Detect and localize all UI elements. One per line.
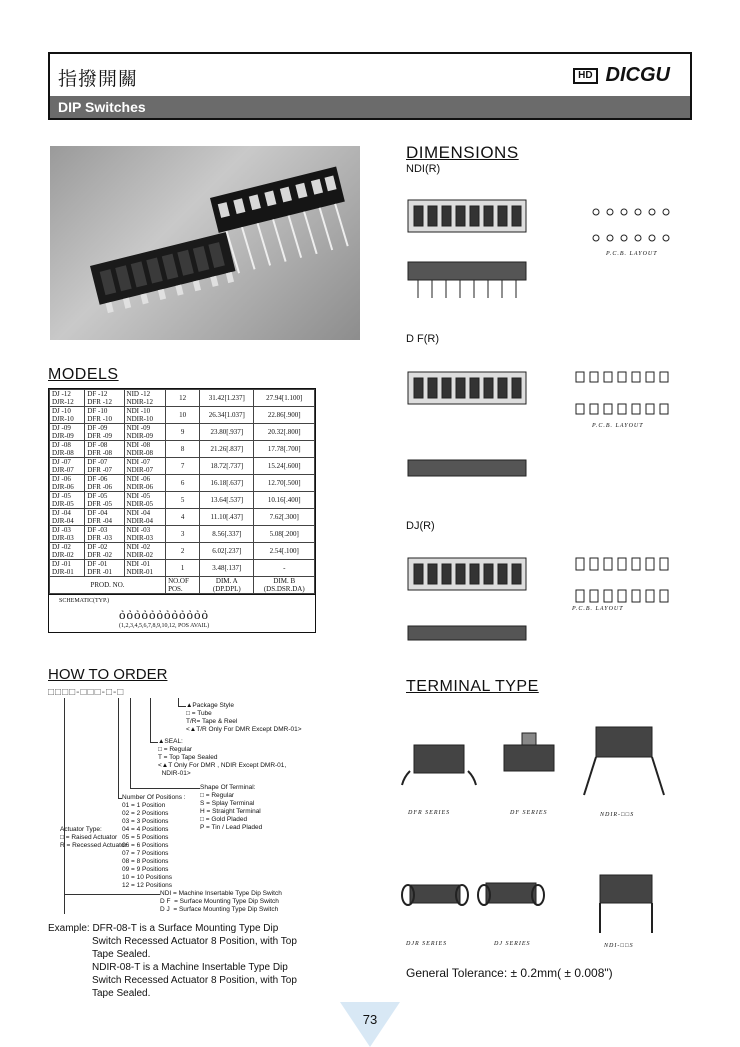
schematic-title: SCHEMATIC(TYP.) bbox=[59, 598, 110, 604]
model-cell-df: DF -06 DFR -06 bbox=[85, 475, 124, 492]
model-cell-pos: 9 bbox=[166, 424, 200, 441]
positions-note: Number Of Positions : 01 = 1 Position 02 = 2 Positions 03 = 3 Positions 04 = 4 Positions 05 = 5 Positions 06 = 6 Positions 07 = 7 Positions 08 = 8 Positions 09 = 9 Positions 10 = 10 Positions 12 = 12 Positions bbox=[122, 794, 186, 889]
dj-label: DJ(R) bbox=[406, 520, 435, 532]
ndi-label: NDI(R) bbox=[406, 163, 441, 175]
model-row bbox=[50, 390, 315, 407]
model-cell-ndi: NDI -10 NDIR-10 bbox=[124, 407, 166, 424]
model-cell-dj: DJ -08 DJR-08 bbox=[50, 441, 85, 458]
schematic bbox=[49, 594, 315, 632]
model-cell-pos: 8 bbox=[166, 441, 200, 458]
dip-switch-photo-icon bbox=[50, 146, 360, 340]
dim-b-header: DIM. B (DS.DSR.DA) bbox=[254, 577, 315, 594]
model-cell-dj: DJ -05 DJR-05 bbox=[50, 492, 85, 509]
model-cell-a: 11.10[.437] bbox=[200, 509, 254, 526]
model-cell-b: 7.62[.300] bbox=[254, 509, 315, 526]
chinese-title: 指撥開關 bbox=[58, 68, 139, 90]
model-cell-df: DF -02 DFR -02 bbox=[85, 543, 124, 560]
model-cell-ndi: NDI -07 NDIR-07 bbox=[124, 458, 166, 475]
order-code: □□□□-□□□-□-□ bbox=[48, 687, 125, 698]
model-cell-a: 18.72[.737] bbox=[200, 458, 254, 475]
model-cell-a: 3.48[.137] bbox=[200, 560, 254, 577]
product-photo bbox=[50, 146, 360, 340]
model-cell-dj: DJ -06 DJR-06 bbox=[50, 475, 85, 492]
model-cell-df: DF -03 DFR -03 bbox=[85, 526, 124, 543]
model-row bbox=[50, 543, 315, 560]
models-heading: MODELS bbox=[48, 366, 119, 383]
model-cell-pos: 2 bbox=[166, 543, 200, 560]
df-series-caption: DF SERIES bbox=[510, 810, 548, 816]
model-row bbox=[50, 424, 315, 441]
djr-series-caption: DJR SERIES bbox=[406, 941, 448, 947]
model-cell-dj: DJ -01 DJR-01 bbox=[50, 560, 85, 577]
model-cell-ndi: NDI -04 NDIR-04 bbox=[124, 509, 166, 526]
dimensions-heading: DIMENSIONS bbox=[406, 143, 519, 162]
model-row bbox=[50, 526, 315, 543]
header-box bbox=[48, 52, 692, 120]
model-cell-pos: 4 bbox=[166, 509, 200, 526]
dj-series-caption: DJ SERIES bbox=[494, 941, 531, 947]
model-row bbox=[50, 492, 315, 509]
model-cell-a: 16.18[.637] bbox=[200, 475, 254, 492]
model-row bbox=[50, 441, 315, 458]
example-line-1: Example: DFR-08-T is a Surface Mounting Type Dip bbox=[48, 923, 279, 934]
ndi-series-caption: NDI-□□S bbox=[604, 943, 634, 949]
ndir-series-caption: NDIR-□□S bbox=[600, 812, 635, 818]
model-cell-dj: DJ -10 DJR-10 bbox=[50, 407, 85, 424]
model-cell-df: DF -05 DFR -05 bbox=[85, 492, 124, 509]
model-cell-df: DF -08 DFR -08 bbox=[85, 441, 124, 458]
model-cell-df: DF -01 DFR -01 bbox=[85, 560, 124, 577]
example-line-5: Switch Recessed Actuator 8 Position, with Top bbox=[92, 975, 297, 986]
model-cell-b: 22.86[.900] bbox=[254, 407, 315, 424]
model-cell-ndi: NDI -03 NDIR-03 bbox=[124, 526, 166, 543]
pos-header: NO.OF POS. bbox=[166, 577, 200, 594]
seal-note: ▲SEAL: □ = Regular T = Top Tape Sealed <▲T Only For DMR , NDIR Except DMR-01, NDIR-01> bbox=[158, 738, 287, 777]
model-cell-ndi: NDI -08 NDIR-08 bbox=[124, 441, 166, 458]
model-cell-a: 13.64[.537] bbox=[200, 492, 254, 509]
models-table bbox=[48, 388, 316, 633]
model-cell-df: DF -04 DFR -04 bbox=[85, 509, 124, 526]
model-cell-df: DF -09 DFR -09 bbox=[85, 424, 124, 441]
example-line-4: NDIR-08-T is a Machine Insertable Type Dip bbox=[92, 962, 288, 973]
dfr-series-caption: DFR SERIES bbox=[408, 810, 451, 816]
model-cell-b: 12.70[.500] bbox=[254, 475, 315, 492]
model-row bbox=[50, 458, 315, 475]
model-cell-b: 2.54[.100] bbox=[254, 543, 315, 560]
dj-top-drawing bbox=[408, 558, 668, 640]
model-cell-b: 15.24[.600] bbox=[254, 458, 315, 475]
example-line-2: Switch Recessed Actuator 8 Position, with Top bbox=[92, 936, 297, 947]
model-cell-a: 21.26[.837] bbox=[200, 441, 254, 458]
example-line-6: Tape Sealed. bbox=[92, 988, 151, 999]
general-tolerance: General Tolerance: ± 0.2mm( ± 0.008") bbox=[406, 966, 613, 980]
model-cell-dj: DJ -12 DJR-12 bbox=[50, 390, 85, 407]
prod-no-header: PROD. NO. bbox=[50, 577, 166, 594]
model-cell-ndi: NDI -05 NDIR-05 bbox=[124, 492, 166, 509]
how-to-order-heading: HOW TO ORDER bbox=[48, 666, 168, 683]
example-line-3: Tape Sealed. bbox=[92, 949, 151, 960]
schematic-note: (1,2,3,4,5,6,7,8,9,10,12, POS AVAIL) bbox=[119, 623, 210, 629]
model-cell-b: 27.94[1.100] bbox=[254, 390, 315, 407]
model-cell-df: DF -10 DFR -10 bbox=[85, 407, 124, 424]
model-cell-dj: DJ -09 DJR-09 bbox=[50, 424, 85, 441]
model-cell-ndi: NDI -01 NDIR-01 bbox=[124, 560, 166, 577]
model-cell-b: 10.16[.400] bbox=[254, 492, 315, 509]
brand-name: DICGU bbox=[605, 64, 670, 86]
model-cell-b: 17.78[.700] bbox=[254, 441, 315, 458]
model-cell-pos: 3 bbox=[166, 526, 200, 543]
model-cell-df: DF -12 DFR -12 bbox=[85, 390, 124, 407]
model-cell-dj: DJ -07 DJR-07 bbox=[50, 458, 85, 475]
dim-a-header: DIM. A (DP.DPL) bbox=[200, 577, 254, 594]
model-cell-pos: 7 bbox=[166, 458, 200, 475]
terminal-type-heading: TERMINAL TYPE bbox=[406, 678, 539, 695]
model-cell-ndi: NDI -06 NDIR-06 bbox=[124, 475, 166, 492]
switch-symbols-icon: ỏỏỏỏỏỏỏỏỏỏỏỏ bbox=[119, 607, 209, 622]
model-cell-pos: 5 bbox=[166, 492, 200, 509]
model-cell-ndi: NID -12 NDIR-12 bbox=[124, 390, 166, 407]
pcb-layout-label-3: P.C.B. LAYOUT bbox=[572, 606, 624, 612]
package-style-note: ▲Package Style □ = Tube T/R= Tape & Reel <▲T/R Only For DMR Except DMR-01> bbox=[186, 702, 302, 733]
brand bbox=[573, 64, 670, 87]
model-cell-a: 6.02[.237] bbox=[200, 543, 254, 560]
model-cell-a: 31.42[1.237] bbox=[200, 390, 254, 407]
section-band: DIP Switches bbox=[50, 96, 690, 118]
model-cell-dj: DJ -02 DJR-02 bbox=[50, 543, 85, 560]
model-row bbox=[50, 509, 315, 526]
model-cell-a: 26.34[1.037] bbox=[200, 407, 254, 424]
model-cell-pos: 10 bbox=[166, 407, 200, 424]
model-cell-pos: 1 bbox=[166, 560, 200, 577]
order-example bbox=[48, 922, 348, 1000]
ndi-top-drawing bbox=[408, 200, 669, 298]
model-cell-b: 5.08[.200] bbox=[254, 526, 315, 543]
model-cell-ndi: NDI -02 NDIR-02 bbox=[124, 543, 166, 560]
terminal-shape-note: Shape Of Terminal: □ = Regular S = Splay Terminal H = Straight Terminal □ = Gold Pladed P = Tin / Lead Pladed bbox=[200, 784, 263, 831]
model-cell-b: - bbox=[254, 560, 315, 577]
pcb-layout-label-2: P.C.B. LAYOUT bbox=[592, 423, 644, 429]
model-cell-ndi: NDI -09 NDIR-09 bbox=[124, 424, 166, 441]
type-note: NDI = Machine Insertable Type Dip Switch D F = Surface Mounting Type Dip Switch D J = Surface Mounting Type Dip Switch bbox=[160, 890, 282, 913]
model-cell-b: 20.32[.800] bbox=[254, 424, 315, 441]
page-number: 73 bbox=[362, 1012, 378, 1027]
df-label: D F(R) bbox=[406, 333, 439, 345]
model-cell-dj: DJ -04 DJR-04 bbox=[50, 509, 85, 526]
pcb-layout-label-1: P.C.B. LAYOUT bbox=[606, 251, 658, 257]
model-cell-df: DF -07 DFR -07 bbox=[85, 458, 124, 475]
terminal-drawings bbox=[400, 705, 700, 945]
brand-logo-icon: HD bbox=[573, 68, 597, 84]
model-cell-pos: 6 bbox=[166, 475, 200, 492]
model-cell-dj: DJ -03 DJR-03 bbox=[50, 526, 85, 543]
model-cell-pos: 12 bbox=[166, 390, 200, 407]
model-row bbox=[50, 560, 315, 577]
actuator-note: Actuator Type: □ = Raised Actuator R = Recessed Actuator bbox=[60, 826, 127, 849]
model-cell-a: 8.56[.337] bbox=[200, 526, 254, 543]
model-row bbox=[50, 475, 315, 492]
model-cell-a: 23.80[.937] bbox=[200, 424, 254, 441]
model-row bbox=[50, 407, 315, 424]
